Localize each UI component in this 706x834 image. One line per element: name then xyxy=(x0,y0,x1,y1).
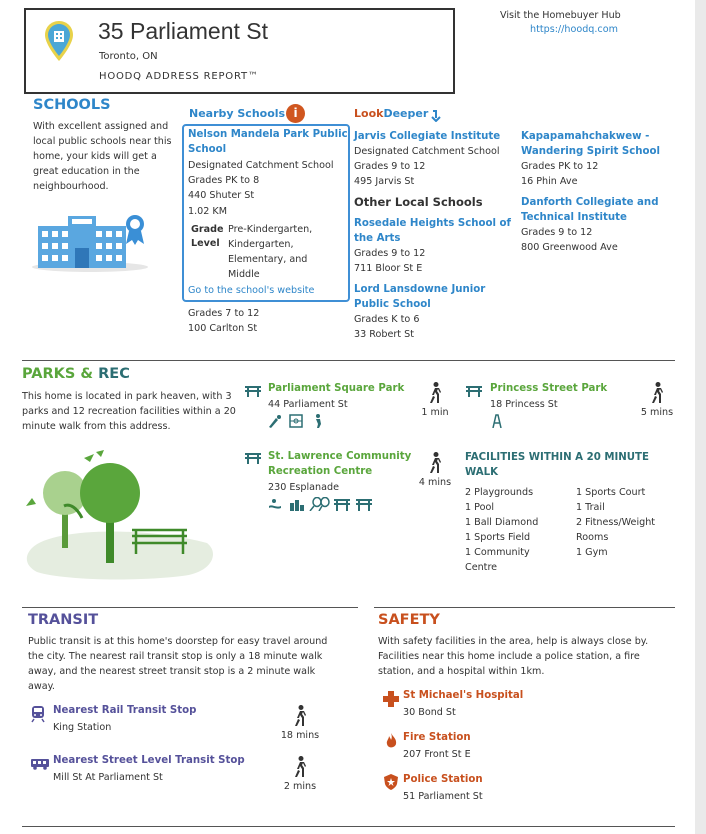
school-rosedale-name[interactable]: Rosedale Heights School of the Arts xyxy=(354,218,511,244)
parks-title-amp: & xyxy=(75,366,99,382)
rail-stop-walk xyxy=(278,705,322,741)
facilities-right-list xyxy=(576,485,676,560)
school-lansdowne-address: 33 Robert St xyxy=(354,329,414,340)
fire-flame-icon xyxy=(386,733,397,749)
safety-description: With safety facilities in the area, help is always close by. Facilities near this home include a police station, a fire station, and a hospital within 1km. xyxy=(378,636,649,677)
school-kapapamahchakwew-name[interactable]: Kapapamahchakwew - Wandering Spirit School xyxy=(521,131,660,157)
park-princess-walk xyxy=(638,382,676,418)
info-icon[interactable] xyxy=(286,104,305,123)
look-deeper-part-2: Deeper xyxy=(383,107,429,120)
playground-icon xyxy=(490,414,504,428)
school-jarvis-address: 495 Jarvis St xyxy=(354,176,415,187)
arrow-down-icon xyxy=(431,110,441,122)
facility-item: 1 Ball Diamond xyxy=(465,517,539,528)
hospital-cross-icon xyxy=(383,691,399,707)
look-deeper-label[interactable] xyxy=(354,107,428,120)
walking-person-icon xyxy=(293,756,307,778)
featured-school-name[interactable]: Nelson Mandela Park Public School xyxy=(188,129,348,155)
park-parliament-amenity-icons xyxy=(268,414,328,428)
report-label: HOODQ ADDRESS REPORT™ xyxy=(99,71,259,82)
rail-stop-label[interactable]: Nearest Rail Transit Stop xyxy=(53,705,197,716)
transit-title: TRANSIT xyxy=(28,612,99,628)
grade-label-2: Level xyxy=(191,238,220,249)
below-card-address: 100 Carlton St xyxy=(188,323,258,334)
location-pin-icon xyxy=(44,20,74,62)
facility-item: 1 Pool xyxy=(465,502,495,513)
police-station-address: 51 Parliament St xyxy=(403,791,483,802)
schools-title: SCHOOLS xyxy=(33,97,111,113)
street-stop-label[interactable]: Nearest Street Level Transit Stop xyxy=(53,755,245,766)
featured-school-address: 440 Shuter St xyxy=(188,190,255,201)
park-bench-icon xyxy=(245,385,261,397)
divider-parks-left xyxy=(22,607,358,608)
park-trees-illustration xyxy=(22,448,222,588)
facility-item: 1 Trail xyxy=(576,502,605,513)
school-kapapamahchakwew-grades: Grades PK to 12 xyxy=(521,161,599,172)
walking-person-icon xyxy=(428,452,442,474)
park-st-lawrence-walk xyxy=(416,452,454,488)
below-card-grades: Grades 7 to 12 xyxy=(188,308,260,319)
park-princess-street-address: 18 Princess St xyxy=(490,399,558,410)
transit-description: Public transit is at this home's doorstep for easy travel around the city. The nearest rail transit stop is only a 18 minute walk away, and the nearest street transit stop is a 2 minute walk away. xyxy=(28,636,328,692)
facility-item: 1 Community Centre xyxy=(465,547,530,573)
address-header-box xyxy=(24,8,455,94)
street-stop-walk xyxy=(278,756,322,792)
street-stop-walk-time: 2 mins xyxy=(283,781,317,792)
featured-school-distance: 1.02 KM xyxy=(188,206,227,217)
facility-item: 1 Sports Court xyxy=(576,487,646,498)
other-local-schools-label: Other Local Schools xyxy=(354,195,483,209)
info-glyph: i xyxy=(293,106,298,120)
divider-schools xyxy=(22,360,675,361)
walking-person-icon xyxy=(650,382,664,404)
page-edge-strip xyxy=(695,0,706,834)
nearby-schools-label: Nearby Schools xyxy=(189,107,286,120)
grade-label-1: Grade xyxy=(191,224,224,235)
divider-parks-right xyxy=(374,607,675,608)
school-jarvis-grades: Grades 9 to 12 xyxy=(354,161,426,172)
school-jarvis-name[interactable]: Jarvis Collegiate Institute xyxy=(354,131,501,142)
bus-icon xyxy=(30,758,50,770)
featured-school-type: Designated Catchment School xyxy=(188,160,334,171)
park-bench-icon-3 xyxy=(245,452,261,464)
featured-school-grades: Grades PK to 8 xyxy=(188,175,260,186)
parks-title-2: REC xyxy=(98,366,130,382)
school-kapapamahchakwew-address: 16 Phin Ave xyxy=(521,176,578,187)
parks-title xyxy=(22,366,130,382)
street-stop-name: Mill St At Parliament St xyxy=(53,772,163,783)
school-danforth-grades: Grades 9 to 12 xyxy=(521,227,593,238)
park-st-lawrence-walk-time: 4 mins xyxy=(418,477,452,488)
park-bench-icon-2 xyxy=(466,385,482,397)
safety-title: SAFETY xyxy=(378,612,440,628)
park-parliament-walk xyxy=(416,382,454,418)
rail-stop-walk-time: 18 mins xyxy=(280,730,320,741)
homebuyer-hub-text: Visit the Homebuyer Hub xyxy=(500,10,621,21)
school-danforth-name[interactable]: Danforth Collegiate and Technical Institute xyxy=(521,197,659,223)
train-icon xyxy=(31,705,45,723)
school-rosedale-address: 711 Bloor St E xyxy=(354,263,423,274)
facilities-left-list xyxy=(465,485,565,575)
city-label: Toronto, ON xyxy=(99,51,158,62)
park-parliament-square-address: 44 Parliament St xyxy=(268,399,348,410)
grade-levels-value: Pre-Kindergarten, Kindergarten, Elementary, and Middle xyxy=(228,224,313,280)
facilities-title: FACILITIES WITHIN A 20 MINUTE WALK xyxy=(465,452,649,478)
walking-person-icon xyxy=(428,382,442,404)
facility-item: 2 Fitness/Weight Rooms xyxy=(576,517,656,543)
look-deeper-part-1: Look xyxy=(354,107,384,120)
recreation-amenity-icons xyxy=(268,497,376,511)
park-st-lawrence-name[interactable]: St. Lawrence Community Recreation Centre xyxy=(268,451,412,477)
parks-description: This home is located in park heaven, with 3 parks and 12 recreation facilities within a 20 minute walk from this address. xyxy=(22,391,236,432)
school-rosedale-grades: Grades 9 to 12 xyxy=(354,248,426,259)
facility-item: 2 Playgrounds xyxy=(465,487,534,498)
fire-station-label[interactable]: Fire Station xyxy=(403,732,471,743)
hospital-address: 30 Bond St xyxy=(403,707,456,718)
park-parliament-square-name[interactable]: Parliament Square Park xyxy=(268,383,405,394)
school-building-icon xyxy=(30,210,155,272)
parks-title-1: PARKS xyxy=(22,366,76,382)
walking-person-icon xyxy=(293,705,307,727)
park-princess-street-name[interactable]: Princess Street Park xyxy=(490,383,608,394)
rail-stop-name: King Station xyxy=(53,722,112,733)
park-princess-walk-time: 5 mins xyxy=(640,407,674,418)
schools-description: With excellent assigned and local public schools near this home, your kids will get a great education in the neighbourhood. xyxy=(33,121,172,192)
divider-bottom xyxy=(22,826,675,827)
school-lansdowne-name[interactable]: Lord Lansdowne Junior Public School xyxy=(354,284,486,310)
police-station-label[interactable]: Police Station xyxy=(403,774,483,785)
address-title: 35 Parliament St xyxy=(98,18,269,44)
facility-item: 1 Sports Field xyxy=(465,532,531,543)
school-website-link[interactable]: Go to the school's website xyxy=(188,285,315,296)
hospital-label[interactable]: St Michael's Hospital xyxy=(403,690,524,701)
school-lansdowne-grades: Grades K to 6 xyxy=(354,314,420,325)
police-badge-icon xyxy=(384,774,398,790)
fire-station-address: 207 Front St E xyxy=(403,749,471,760)
facility-item: 1 Gym xyxy=(576,547,608,558)
school-danforth-address: 800 Greenwood Ave xyxy=(521,242,618,253)
park-st-lawrence-address: 230 Esplanade xyxy=(268,482,340,493)
homebuyer-hub-link[interactable]: https://hoodq.com xyxy=(530,24,618,35)
school-jarvis-type: Designated Catchment School xyxy=(354,146,500,157)
park-parliament-walk-time: 1 min xyxy=(421,407,449,418)
